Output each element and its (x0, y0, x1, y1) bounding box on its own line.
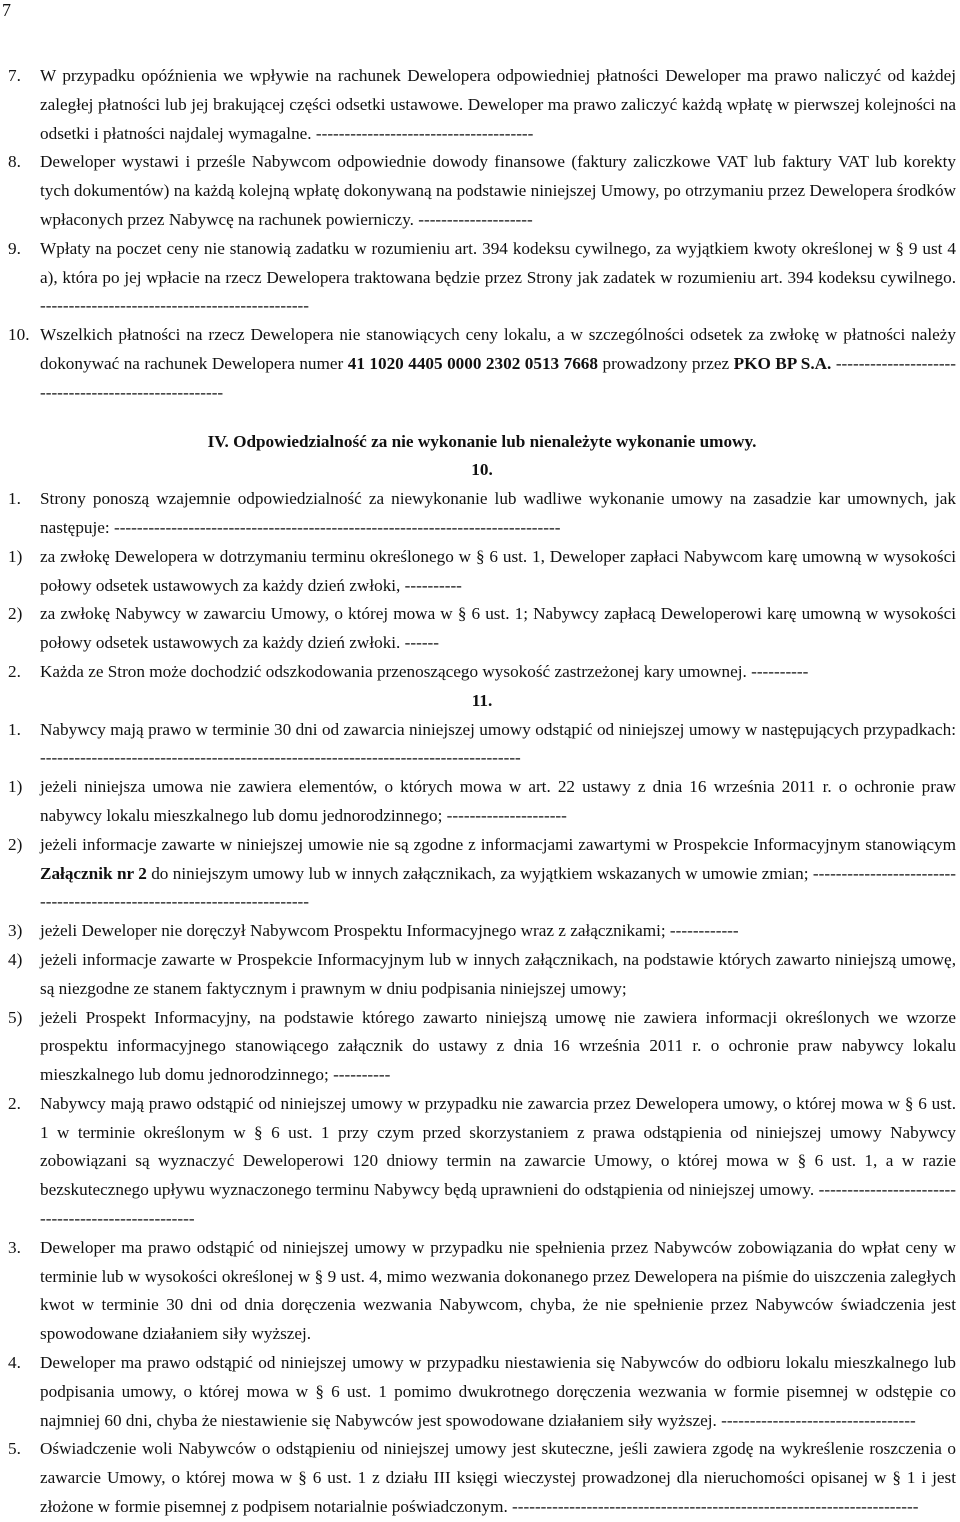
item-number: 1. (8, 719, 21, 739)
bank-name: PKO BP S.A. (733, 353, 832, 373)
item-number: 2. (8, 661, 21, 681)
list-item (8, 235, 956, 321)
item-number: 2) (8, 604, 23, 624)
list-item (8, 658, 956, 687)
item-text: Każda ze Stron może dochodzić odszkodowania przenoszącego wysokość zastrzeżonej kary umownej. ---------- (40, 661, 809, 681)
item-number: 1. (8, 489, 21, 509)
item-number: 4. (8, 1353, 21, 1373)
item-text: Wszelkich płatności na rzecz Dewelopera nie stanowiących ceny lokalu, a w szczególności odsetek za zwłokę w płatności należy dokonywać na rachunek Dewelopera numer (40, 325, 956, 373)
item-text: jeżeli niniejsza umowa nie zawiera elementów, o których mowa w art. 22 ustawy z dnia 16 września 2011 r. o ochronie praw nabywcy lokalu mieszkalnego lub domu jednorodzinnego; --------------------- (40, 777, 956, 825)
item-number: 3. (8, 1237, 21, 1257)
item-number: 7. (8, 66, 21, 85)
paragraph-number: 10. (471, 460, 493, 480)
list-item (8, 1435, 956, 1521)
bank-account-number: 41 1020 4405 0000 2302 0513 7668 (347, 353, 598, 373)
item-text: prowadzony przez (598, 353, 734, 373)
document-body (8, 62, 956, 1522)
paragraph-number: 11. (471, 690, 493, 710)
item-number: 1) (8, 777, 23, 797)
item-text: Wpłaty na poczet ceny nie stanowią zadatku w rozumieniu art. 394 kodeksu cywilnego, za wyjątkiem kwoty określonej w § 9 ust 4 a), która po jej wpłacie na rzecz Dewelopera traktowana będzie przez Strony jak zadatek w rozumieniu art. 394 kodeksu cywilnego. ----------------------------------------------- (40, 238, 956, 316)
item-text: jeżeli Deweloper nie doręczył Nabywcom Prospektu Informacyjnego wraz z załącznikami; ------------ (40, 921, 739, 941)
list-item (8, 716, 956, 774)
list-item (8, 62, 956, 148)
list-item (8, 1349, 956, 1435)
section-heading: IV. Odpowiedzialność za nie wykonanie lub nienależyte wykonanie umowy. (207, 431, 757, 451)
item-number: 2. (8, 1093, 21, 1113)
item-text: jeżeli informacje zawarte w niniejszej umowie nie są zgodne z informacjami zawartymi w Prospekcie Informacyjnym stanowiącym (40, 834, 956, 854)
list-item (8, 321, 956, 407)
item-number: 4) (8, 949, 23, 969)
item-number: 5. (8, 1439, 21, 1459)
sub-item (8, 773, 956, 831)
sub-item (8, 600, 956, 658)
item-text: Strony ponoszą wzajemnie odpowiedzialność za niewykonanie lub wadliwe wykonanie umowy na zasadzie kar umownych, jak następuje: ------------------------------------------------------------------------------ (40, 489, 956, 537)
sub-item (8, 831, 956, 917)
item-text: Oświadczenie woli Nabywców o odstąpieniu od niniejszej umowy jest skuteczne, jeśli zawiera zgodę na wykreślenie roszczenia o zawarcie Umowy, o której mowa w § 6 ust. 1 z działu III księgi wieczystej prowadzonej dla nieruchomości opisanej w § 1 i jest złożone w formie pisemnej z podpisem notarialnie poświadczonym. ----------------------------------------------------------------------- (40, 1439, 956, 1517)
item-text: Nabywcy mają prawo w terminie 30 dni od zawarcia niniejszej umowy odstąpić od niniejszej umowy w następujących przypadkach: ------------------------------------------------------------------------------------ (40, 719, 956, 768)
sub-item (8, 946, 956, 1004)
item-number: 9. (8, 238, 21, 258)
page-number: 7 (2, 0, 11, 20)
item-text: jeżeli Prospekt Informacyjny, na podstawie którego zawarto niniejszą umowę nie zawiera informacji określonych we wzorze prospektu informacyjnego stanowiącego załącznik do ustawy z dnia 16 września 2011 r. o ochronie praw nabywcy lokalu mieszkalnego lub domu jednorodzinnego; ---------- (40, 1007, 956, 1085)
item-text: do niniejszym umowy lub w innych załącznikach, za wyjątkiem wskazanych w umowie zmian; ------------------------------------------------------------------------ (40, 863, 956, 912)
item-number: 1) (8, 546, 23, 566)
item-number: 5) (8, 1007, 23, 1027)
item-text: Deweloper ma prawo odstąpić od niniejszej umowy w przypadku niestawienia się Nabywców do odbioru lokalu mieszkalnego lub podpisania umowy, o której mowa w § 6 ust. 1 pomimo dwukrotnego doręczenia wezwania w formie pisemnej w odstępie co najmniej 60 dni, chyba że niestawienie się Nabywców jest spowodowane działaniem siły wyższej. ---------------------------------- (40, 1353, 956, 1430)
item-text: ----------------------------------------------------- (40, 353, 957, 402)
item-number: 10. (8, 325, 30, 345)
list-item (8, 148, 956, 234)
item-number: 3) (8, 921, 23, 941)
item-text: Nabywcy mają prawo odstąpić od niniejszej umowy w przypadku nie zawarcia przez Dewelopera umowy, o której mowa w § 6 ust. 1 w terminie określonym w § 6 ust. 1 przy czym przed skorzystaniem z prawa odstąpienia od niniejszej umowy Nabywcy zobowiązani są wyznaczyć Deweloperowi 120 dniowy termin na zawarcie Umowy, o której mowa w § 6 ust. 1, a w razie bezskutecznego upływu wyznaczonego terminu Nabywcy będą uprawnieni do odstąpienia od niniejszej umowy. --------------------------------------------------- (40, 1093, 956, 1229)
item-text: Deweloper ma prawo odstąpić od niniejszej umowy w przypadku nie spełnienia przez Nabywców zobowiązania do wpłat ceny w terminie lub w wysokości określonej w § 9 ust. 4, mimo wezwania dokonanego przez Dewelopera na piśmie do uiszczenia zaległych kwot w terminie 30 dni od dnia doręczenia wezwania Nabywcom, chyba, że nie spełnienie przez Nabywców świadczenia jest spowodowane działaniem siły wyższej. (40, 1237, 956, 1344)
attachment-reference: Załącznik nr 2 (40, 863, 147, 883)
item-number: 8. (8, 152, 21, 172)
sub-item (8, 917, 956, 946)
item-text: jeżeli informacje zawarte w Prospekcie Informacyjnym lub w innych załącznikach, na podstawie których zawarto niniejszą umowę, są niezgodne ze stanem faktycznym i prawnym w dniu podpisania niniejszej umowy; (40, 949, 956, 998)
list-item (8, 1090, 956, 1234)
item-text: za zwłokę Nabywcy w zawarciu Umowy, o której mowa w § 6 ust. 1; Nabywcy zapłacą Deweloperowi karę umowną w wysokości połowy odsetek ustawowych za każdy dzień zwłoki. ------ (40, 604, 956, 653)
sub-item (8, 1004, 956, 1090)
item-text: W przypadku opóźnienia we wpływie na rachunek Dewelopera odpowiedniej płatności Deweloper ma prawo naliczyć od każdej zaległej płatności lub jej brakującej części odsetki ustawowe. Deweloper ma prawo zaliczyć każdą wpłatę w pierwszej kolejności na odsetki i płatności najdalej wymagalne. -------------------------------------- (40, 66, 956, 143)
item-text: za zwłokę Dewelopera w dotrzymaniu terminu określonego w § 6 ust. 1, Deweloper zapłaci Nabywcom karę umowną w wysokości połowy odsetek ustawowych za każdy dzień zwłoki, ---------- (40, 546, 956, 595)
sub-item (8, 543, 956, 601)
list-item (8, 1234, 956, 1349)
list-item (8, 485, 956, 543)
item-text: Deweloper wystawi i prześle Nabywcom odpowiednie dowody finansowe (faktury zaliczkowe VAT lub faktury VAT lub korekty tych dokumentów) na każdą kolejną wpłatę dokonywaną na podstawie niniejszej Umowy, po otrzymaniu przez Dewelopera środków wpłaconych przez Nabywcę na rachunek powierniczy. -------------------- (40, 152, 956, 229)
item-number: 2) (8, 834, 23, 854)
